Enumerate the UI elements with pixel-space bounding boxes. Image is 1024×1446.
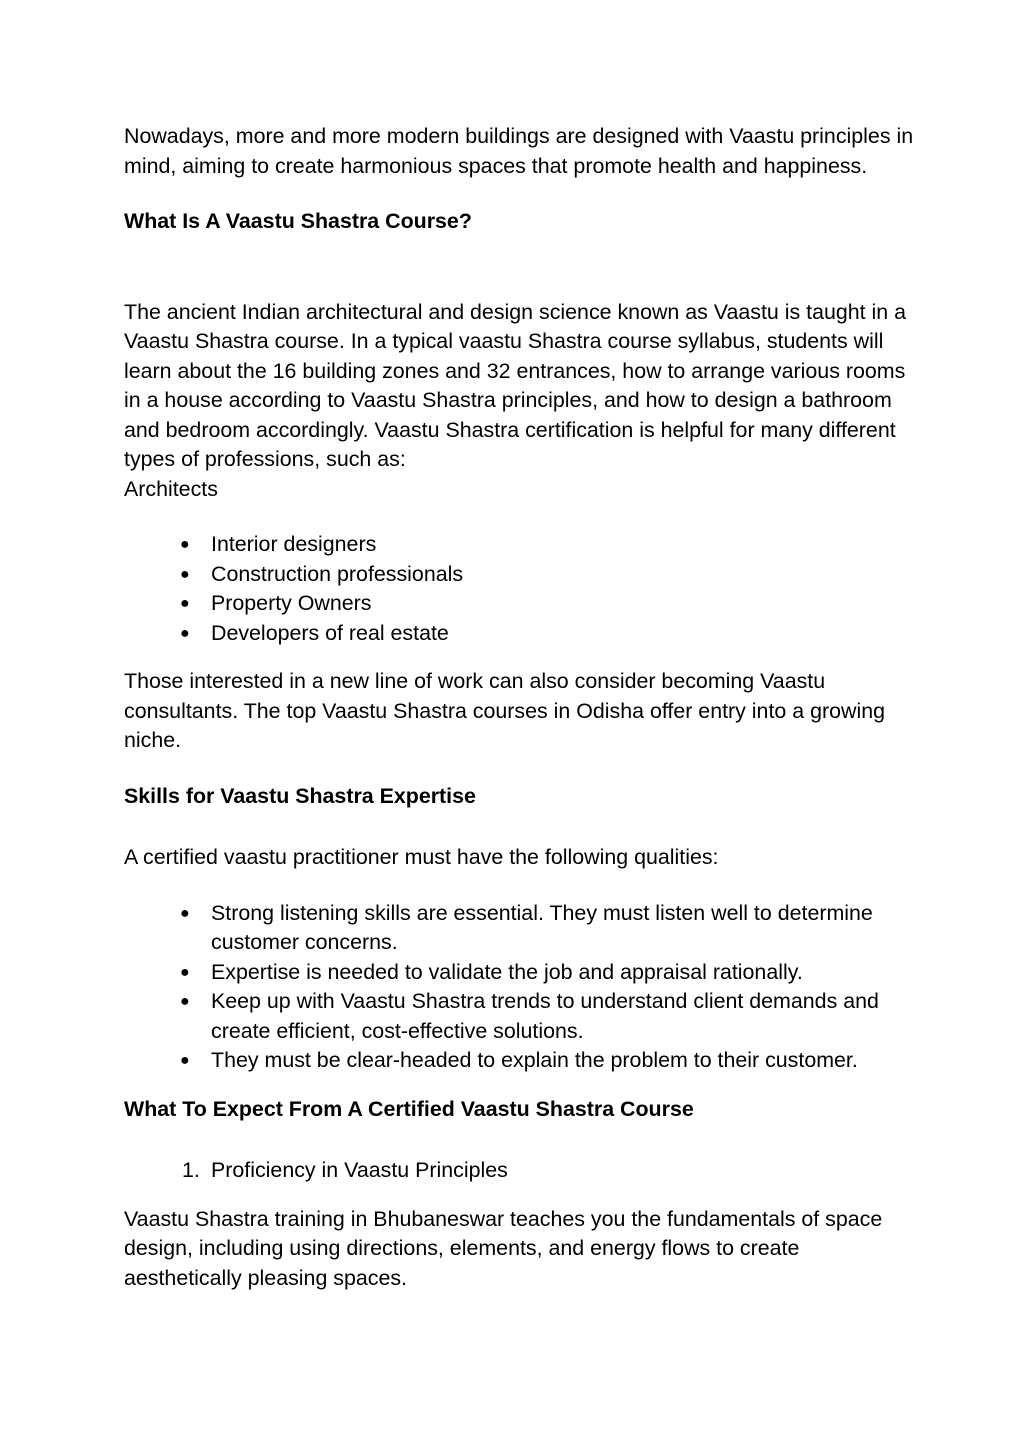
professions-list: [124, 530, 914, 648]
section-heading-course: What Is A Vaastu Shastra Course?: [124, 209, 472, 233]
course-paragraph: The ancient Indian architectural and design science known as Vaastu is taught in a Vaastu Shastra course. In a typical vaastu Shastra course syllabus, students will learn about the 16 building zones and 32 entrances, how to arrange various rooms in a house according to Vaastu Shastra principles, and how to design a bathroom and bedroom accordingly. Vaastu Shastra certification is helpful for many different types of professions, such as:: [124, 299, 907, 471]
bullet-icon: ●: [180, 595, 190, 612]
bullet-icon: ●: [180, 536, 190, 553]
bullet-icon: ●: [180, 993, 190, 1010]
section-heading-skills: Skills for Vaastu Shastra Expertise: [124, 783, 476, 808]
bullet-icon: ●: [180, 904, 190, 922]
course-description: [124, 298, 914, 505]
list-item: ● Strong listening skills are essential. They must listen well to determine customer concerns.: [180, 900, 873, 954]
qualities-list: [124, 899, 914, 1076]
list-item: ● Developers of real estate: [124, 619, 914, 649]
consultants-paragraph: Those interested in a new line of work can also consider becoming Vaastu consultants. The top Vaastu Shastra courses in Odisha offer entry into a growing niche.: [124, 669, 885, 752]
document-page: [124, 122, 914, 1293]
list-item: ● Construction professionals: [124, 560, 914, 590]
course-paragraph-last-line: Architects: [124, 476, 218, 501]
bullet-icon: ●: [180, 1052, 190, 1069]
list-item: ● Property Owners: [124, 589, 914, 619]
list-item: 1. Proficiency in Vaastu Principles: [124, 1156, 914, 1186]
list-item: ● Keep up with Vaastu Shastra trends to understand client demands and create efficient, cost-effective solutions.: [180, 989, 879, 1043]
bullet-icon: ●: [180, 963, 190, 981]
intro-paragraph: Nowadays, more and more modern buildings are designed with Vaastu principles in mind, aiming to create harmonious spaces that promote health and happiness.: [124, 124, 914, 178]
bullet-icon: ●: [180, 565, 190, 583]
section-heading-expect: What To Expect From A Certified Vaastu Shastra Course: [124, 1096, 694, 1121]
list-item: ● Interior designers: [124, 530, 914, 560]
list-number: 1.: [182, 1158, 200, 1182]
list-item: ● Expertise is needed to validate the job and appraisal rationally.: [124, 958, 914, 988]
list-item: ● They must be clear-headed to explain the problem to their customer.: [124, 1046, 914, 1076]
bullet-icon: ●: [180, 624, 190, 642]
expectations-list: [124, 1156, 914, 1186]
training-paragraph: Vaastu Shastra training in Bhubaneswar teaches you the fundamentals of space design, including using directions, elements, and energy flows to create aesthetically pleasing spaces.: [124, 1206, 883, 1290]
skills-intro: A certified vaastu practitioner must have the following qualities:: [124, 845, 719, 869]
